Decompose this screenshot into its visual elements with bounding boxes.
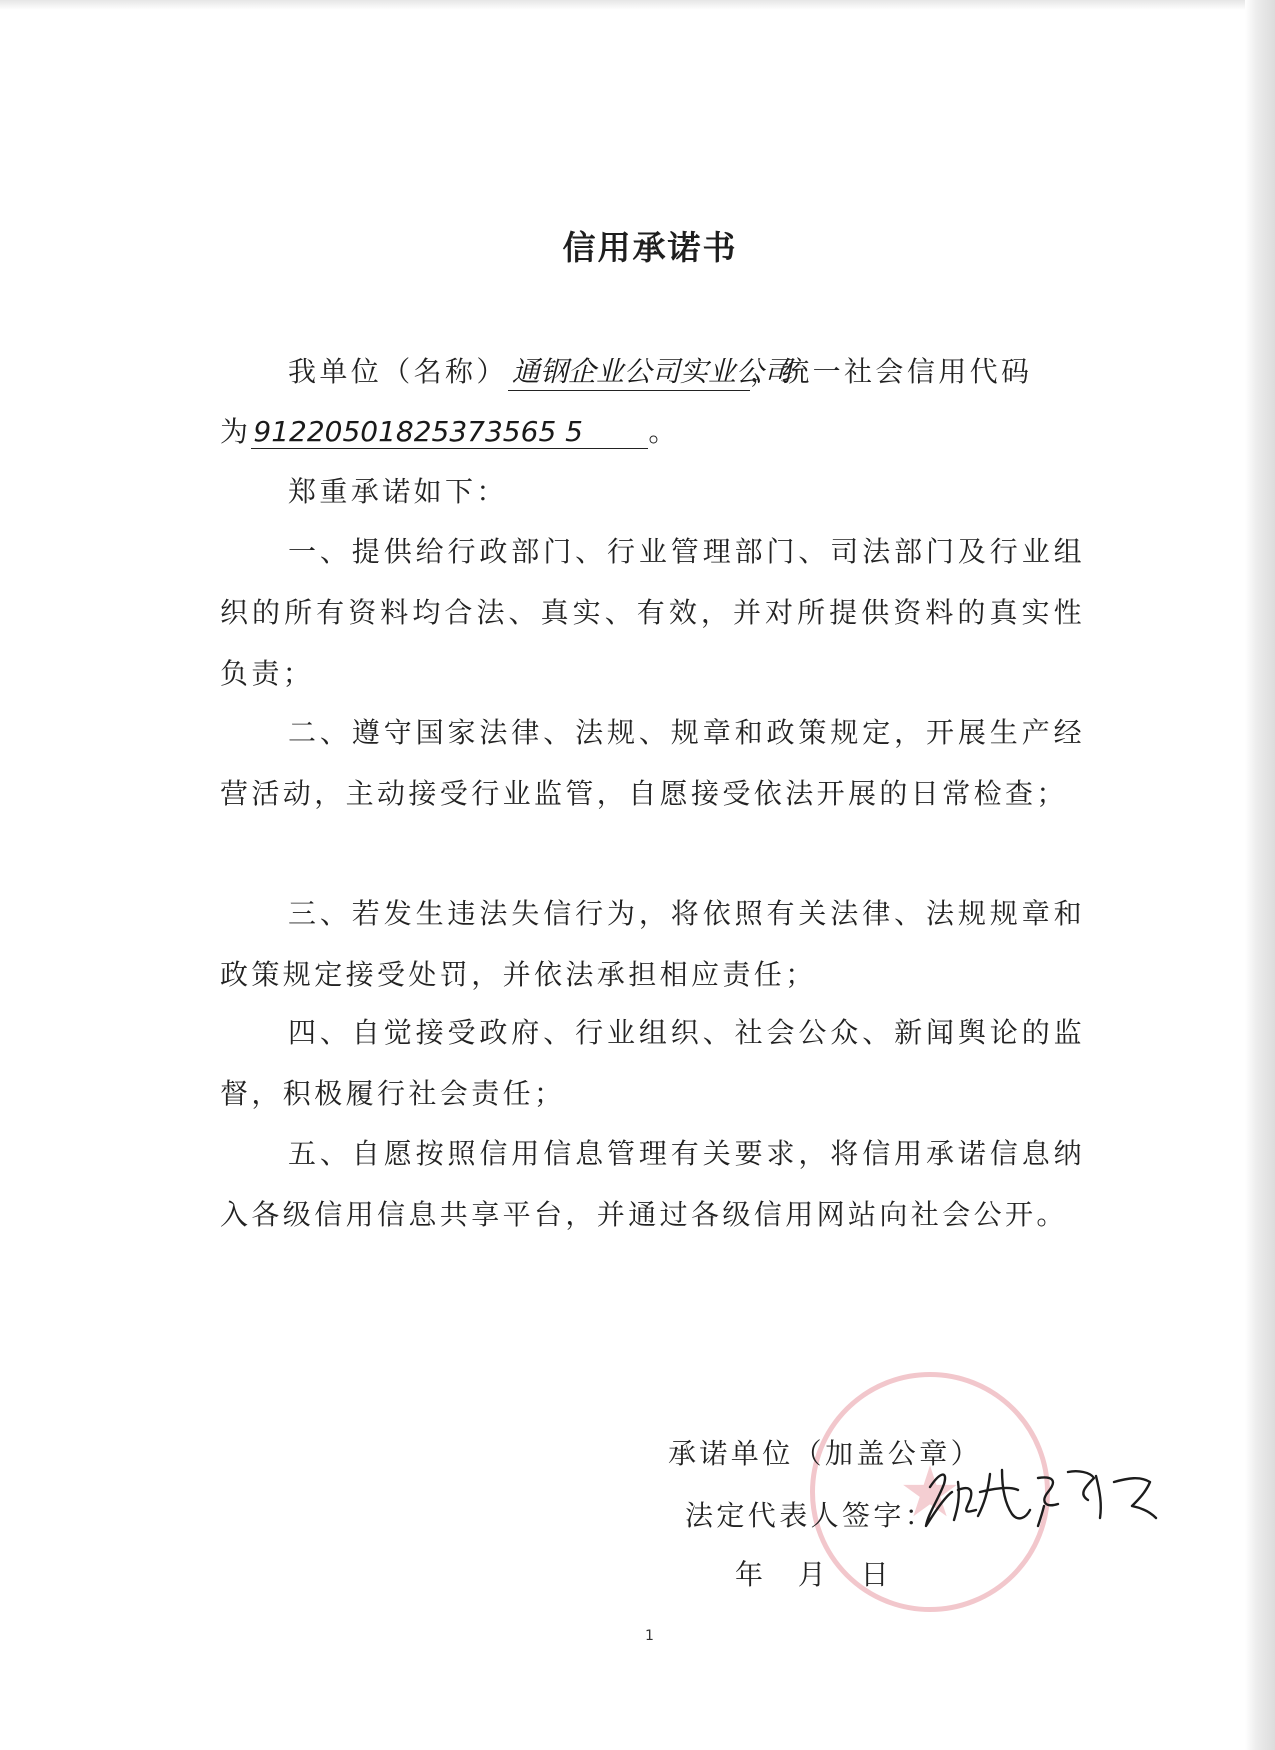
seal-star-icon: ★ (898, 1451, 962, 1533)
intro-line-1 (288, 350, 1032, 391)
pledge-item-1: 一、提供给行政部门、行业管理部门、司法部门及行业组织的所有资料均合法、真实、有效，并对所提供资料的真实性负责； (220, 535, 1085, 690)
unit-label: 承诺单位（加盖公章） (668, 1437, 983, 1470)
signature-label: 法定代表人签字： (685, 1499, 937, 1532)
scan-edge-top (0, 0, 1275, 10)
code-suffix: 。 (648, 415, 680, 448)
pledge-item-3: 三、若发生违法失信行为，将依照有关法律、法规规章和政策规定接受处罚，并依法承担相应责任； (220, 897, 1085, 991)
pledge-item-2: 二、遵守国家法律、法规、规章和政策规定，开展生产经营活动，主动接受行业监管，自愿接受依法开展的日常检查； (220, 716, 1085, 810)
pledge-item-4: 四、自觉接受政府、行业组织、社会公众、新闻舆论的监督，积极履行社会责任； (220, 1016, 1085, 1110)
page-number: 1 (645, 1628, 654, 1644)
pledge-item-5: 五、自愿按照信用信息管理有关要求，将信用承诺信息纳入各级信用信息共享平台，并通过各级信用网站向社会公开。 (220, 1137, 1085, 1231)
company-name-handwritten: 通钢企业公司实业公司 (508, 350, 750, 391)
page-title: 信用承诺书 (562, 228, 738, 267)
credit-code-handwritten: 91220501825373565 5 (251, 415, 648, 449)
intro-prefix: 我单位（名称） (288, 355, 508, 388)
intro-suffix: ，统一社会信用代码 (749, 355, 1033, 388)
intro-line-2 (220, 410, 680, 450)
code-prefix: 为 (220, 415, 252, 448)
date-label: 年 月 日 (735, 1558, 893, 1591)
handwritten-signature (918, 1452, 1168, 1532)
pledge-intro: 郑重承诺如下： (288, 475, 508, 508)
